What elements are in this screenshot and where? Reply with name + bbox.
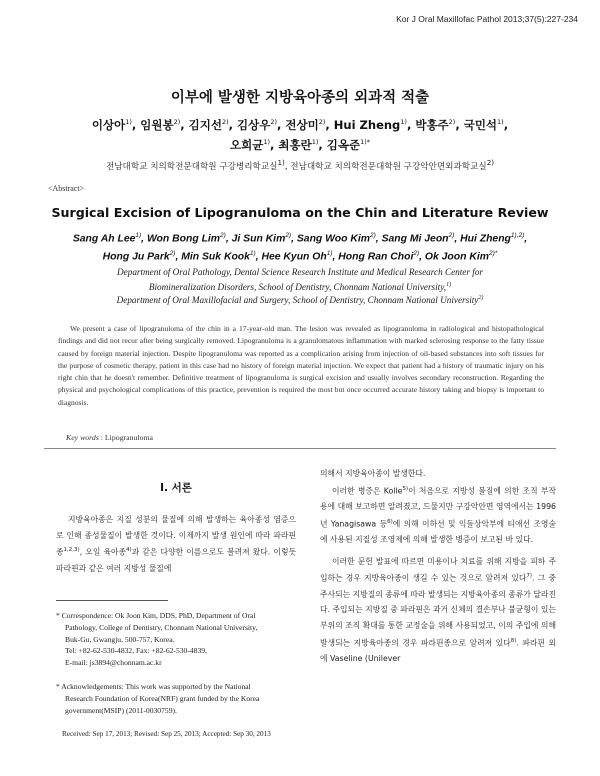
korean-affiliation-1-mark: 1) <box>277 158 285 167</box>
left-column-body <box>56 512 296 576</box>
korean-author-name: Hui Zheng <box>333 117 401 132</box>
right-p3-ref-a: 7) <box>526 573 533 580</box>
right-p1-text: 의해서 지방육아종이 발생한다. <box>320 469 426 478</box>
keywords-value: : Lipogranuloma <box>98 433 153 442</box>
right-p3-text-a: 이러한 문헌 발표에 따르면 미용이나 치료를 위해 지방을 피하 주입하는 경우 지방육아종이 생길 수 있는 것으로 알려져 있다 <box>320 556 556 583</box>
keywords-label: Key words <box>66 433 99 442</box>
left-p1-text-c: 과 같은 다양한 이름으로도 불려져 왔다. 이렇듯 파라핀과 같은 여러 지방성 물질에 <box>56 548 297 573</box>
korean-author-name: 이상아 <box>91 117 126 132</box>
right-p3-ref-b: 8) <box>510 637 517 644</box>
abstract-divider <box>44 448 556 449</box>
right-p2-ref-a: 5) <box>402 485 409 492</box>
korean-author-mark: 1) <box>497 118 504 126</box>
english-author-name: Min Suk Kook <box>181 251 250 263</box>
korean-author-name: 임원봉 <box>140 117 174 132</box>
english-author-name: Sang Woo Kim <box>296 233 370 245</box>
english-authors-line-1: Sang Ah Lee$^{1)}$, Won Bong Lim$^{2)}$, Ji Sun Kim$^{2)}$, Sang Woo Kim$^{2)}$, Sang Mi Jeon$^{2)}$, Hui Zheng$^{1),2)}$, <box>72 232 528 245</box>
english-author-name: Ok Joon Kim <box>424 251 489 263</box>
correspondence-line-4: Tel: +82-62-530-4832, Fax: +82-62-530-4839, <box>65 646 207 656</box>
english-author-name: Hong Ju Park <box>102 251 170 263</box>
korean-author-mark: 1) <box>400 118 407 126</box>
english-author-name: Hui Zheng <box>460 233 511 245</box>
korean-author-mark: 2) <box>448 118 456 126</box>
english-author-name: Won Bong Lim <box>146 233 221 245</box>
english-author-mark: 1) <box>135 232 142 239</box>
english-author-name: Hee Kyun Oh <box>261 251 327 263</box>
footnote-correspondence <box>56 610 298 669</box>
korean-author-mark: 2) <box>221 118 229 126</box>
english-author-name: Sang Ah Lee <box>72 233 136 245</box>
correspondence-email: E-mail: js3894@chonnam.ac.kr <box>65 658 162 668</box>
korean-author-mark: 1) <box>311 138 319 146</box>
received-dates: Received: Sep 17, 2013; Revised: Sep 25, 2013; Accepted: Sep 30, 2013 <box>62 730 271 738</box>
korean-author-name: 김옥준 <box>326 137 361 152</box>
korean-authors-line-2: 오희균$^{1)}$, 최홍란$^{1)}$, 김옥준$^{1)*}$ <box>230 137 370 152</box>
english-affiliation-mark: 2) <box>478 295 484 301</box>
english-affiliation-mark: 1) <box>446 282 452 288</box>
korean-author-name: 전상미 <box>285 117 319 132</box>
footnote-divider <box>56 600 168 601</box>
english-author-mark: 2) <box>220 232 226 239</box>
english-affiliation-line-1 <box>40 266 560 279</box>
korean-author-mark: 2) <box>270 118 278 126</box>
english-author-name: Ji Sun Kim <box>231 233 286 245</box>
english-affiliation-text: Biomineralization Disorders, School of Dentistry, Chonnam National University, <box>148 282 447 293</box>
english-affiliation-text: Department of Oral Maxillofacial and Surgery, School of Dentistry, Chonnam National University <box>116 295 479 306</box>
right-paragraph-2 <box>320 482 556 548</box>
english-author-name: Sang Mi Jeon <box>381 233 449 245</box>
english-author-name: Hong Ran Choi <box>338 251 414 263</box>
english-author-mark: 1) <box>326 250 333 257</box>
correspondence-line-3: Buk-Gu, Gwangju, 500-757, Korea. <box>65 634 175 644</box>
korean-author-name: 오희균 <box>230 137 264 152</box>
right-p3-text-b: . 그 중 주사되는 지방질의 종류에 따라 발생되는 지방육아종의 종류가 달라진다. 주입되는 지방질 중 파라핀은 과거 신체의 결손부나 불균형이 있는 부위의 조직 확대를 통한 교정술을 위해 사용되었고, 이의 주입에 의해 발생되는 지방육아종의 경우 파라핀종으로 알려져 있다 <box>320 574 556 648</box>
korean-author-name: 국민석 <box>463 117 498 132</box>
korean-author-name: 최홍란 <box>278 137 312 152</box>
left-p1-text-a: 지방육아종은 지질 성분의 물질에 의해 발생하는 육아종성 염증으로 인해 종성물질이 발생한 것이다. 이제까지 발생 원인에 따라 파라핀종 <box>56 515 296 557</box>
right-p2-text-b: 이 처음으로 지방성 물질에 의한 조직 부작용에 대해 보고하면 알려졌고, 드물지만 구강악안면 영역에서는 1996년 Yanagisawa 등 <box>320 486 556 529</box>
korean-author-mark: 2) <box>173 118 181 126</box>
english-author-mark: 1) <box>249 250 256 257</box>
correspondence-line-2: Pathology, College of Dentistry, Chonnam National University, <box>65 622 258 632</box>
english-title: Surgical Excision of Lipogranuloma on the Chin and Literature Review <box>51 205 549 220</box>
english-author-mark: 2) <box>370 232 376 239</box>
left-p1-ref-b: 4) <box>126 547 132 554</box>
acknowledgements-line-3: government(MSIP) (2011-0030759). <box>65 705 177 715</box>
korean-author-mark: 2) <box>318 118 326 126</box>
english-author-mark: 2) <box>413 250 420 257</box>
acknowledgements-line-1: * Acknowledgements: This work was supported by the National <box>56 682 251 691</box>
english-author-mark: 2)* <box>489 250 498 257</box>
keywords <box>66 433 153 442</box>
acknowledgements-line-2: Research Foundation of Korea(NRF) grant funded by the Korea <box>65 693 260 703</box>
korean-author-name: 박홍주 <box>415 117 449 132</box>
korean-title: 이부에 발생한 지방육아종의 외과적 적출 <box>170 90 430 106</box>
korean-author-mark: 1) <box>125 118 132 126</box>
korean-author-mark: 1) <box>263 138 270 146</box>
korean-affiliations: 전남대학교 치의학전문대학원 구강병리학교실$^{1)}$, 전남대학교 치의학전문대학원 구강악안면외과학교실$^{2)}$ <box>105 158 495 172</box>
left-p1-ref-a: 1,2,3) <box>63 547 80 554</box>
abstract-text: We present a case of lipogranuloma of the chin in a 17-year-old man. The lesion was revealed as lipogranuloma in radiological and histopathological findings and did not recur after being surgically removed. Lipogranuloma is a granulomatous inflammation with marked sclerosing response to the fatty tissue caused by foreign material injection. Despite lipogranuloma was reported as a complication arising from injection of oil-based substances into soft tissues for the purpose of cosmetic therapy, patient in this case had no history of foreign material injection. We expect that patient had a history of traumatic injury on his right chin that he doesn't remember. Definitive treatment of lipogranuloma is surgical excision and usually involves secondary reconstruction. Regarding the physical and psychological complications of this practice, prevention is required the most but once occurred accurate history taking and biopsy is important to diagnosis. <box>58 324 544 407</box>
korean-affiliation-1: 전남대학교 치의학전문대학원 구강병리학교실 <box>105 161 278 172</box>
korean-author-name: 김지선 <box>188 117 222 132</box>
right-p3-text-c: . 파라핀 외에 Vaseline (Unilever <box>320 638 556 664</box>
left-paragraph-1 <box>56 512 296 576</box>
correspondence-line-1: * Correspondence: Ok Joon Kim, DDS, PhD, Department of Oral <box>56 611 256 620</box>
korean-affiliation-2: 전남대학교 치의학전문대학원 구강악안면외과학교실 <box>290 161 487 172</box>
footnote-acknowledgements <box>56 681 298 716</box>
journal-citation: Kor J Oral Maxillofac Pathol 2013;37(5):227-234 <box>396 14 578 24</box>
english-author-mark: 2) <box>448 232 455 239</box>
right-p2-text-a: 이러한 병증은 Kolle <box>332 486 403 496</box>
english-author-mark: 2) <box>285 232 292 239</box>
english-author-mark: 1),2) <box>510 232 525 239</box>
korean-affiliation-2-mark: 2) <box>486 158 495 167</box>
section-heading-introduction: Ⅰ. 서론 <box>160 482 192 494</box>
right-p2-text-c: 에 의해 이하선 및 익돌상악부에 티애선 조영술에 사용된 지질성 조영제에 의해 발생한 병증이 보고된 바 있다. <box>320 519 556 544</box>
english-affiliation-text: Department of Oral Pathology, Dental Science Research Institute and Medical Research Center for <box>117 267 483 277</box>
korean-authors-line-1: 이상아$^{1)}$, 임원봉$^{2)}$, 김지선$^{2)}$, 김상우$^{2)}$, 전상미$^{2)}$, Hui Zheng$^{1)}$, 박홍주$^{2)}$, 국민석$^{1)}$, <box>91 117 509 132</box>
left-p1-text-b: , 오일 육아종 <box>79 548 127 557</box>
english-authors-line-2: Hong Ju Park$^{2)}$, Min Suk Kook$^{1)}$, Hee Kyun Oh$^{1)}$, Hong Ran Choi$^{2)}$, Ok Joon Kim$^{2)*}$ <box>102 250 498 263</box>
english-affiliation-line-3 <box>40 292 560 307</box>
right-paragraph-1 <box>320 466 556 482</box>
right-paragraph-3 <box>320 554 556 667</box>
english-author-mark: 2) <box>169 250 176 257</box>
korean-author-name: 김상우 <box>237 117 271 132</box>
abstract-tag: <Abstract> <box>48 184 85 193</box>
right-p2-ref-b: 6) <box>387 518 393 525</box>
right-column-body <box>320 466 556 667</box>
korean-author-mark: 1)* <box>360 138 370 146</box>
